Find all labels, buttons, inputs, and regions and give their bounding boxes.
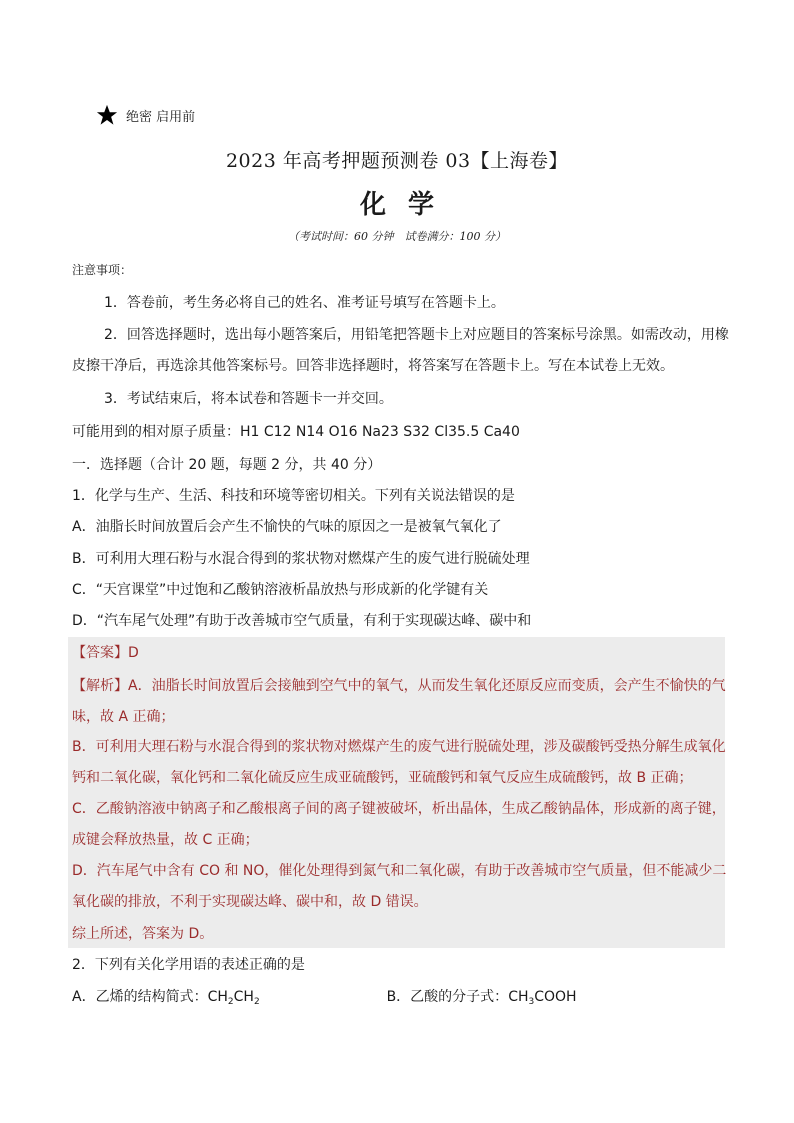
confidential-mark bbox=[96, 104, 195, 126]
question-1-stem: 1．化学与生产、生活、科技和环境等密切相关。下列有关说法错误的是 bbox=[72, 488, 515, 504]
section-title: 一．选择题（合计 20 题，每题 2 分，共 40 分） bbox=[72, 457, 382, 473]
formula-part: CH bbox=[233, 989, 254, 1005]
analysis-text: A．油脂长时间放置后会接触到空气中的氧气，从而发生氧化还原反应而变质，会产生不愉快的气 bbox=[128, 678, 726, 694]
question-2-option-a-label: A．乙烯的结构简式： bbox=[72, 989, 208, 1005]
note-item: 1．答卷前，考生务必将自己的姓名、准考证号填写在答题卡上。 bbox=[104, 295, 505, 311]
exam-meta: （考试时间：60 分钟 试卷满分：100 分） bbox=[288, 230, 506, 243]
formula-part: CH bbox=[508, 989, 529, 1005]
question-2-option-b-label: B．乙酸的分子式： bbox=[386, 989, 509, 1005]
formula-part: CH bbox=[207, 989, 228, 1005]
exam-title: 2023 年高考押题预测卷 03【上海卷】 bbox=[225, 150, 569, 172]
note-item: 皮擦干净后，再选涂其他答案标号。回答非选择题时，将答案写在答题卡上。写在本试卷上无效。 bbox=[72, 358, 674, 374]
subject-title: 化学 bbox=[359, 190, 456, 220]
formula-part: COOH bbox=[534, 989, 577, 1005]
analysis-line: 成键会释放热量，故 C 正确； bbox=[72, 832, 259, 848]
note-item: 3．考试结束后，将本试卷和答题卡一并交回。 bbox=[104, 391, 393, 407]
secret-label: 绝密 启用前 bbox=[126, 109, 196, 125]
analysis-summary: 综上所述，答案为 D。 bbox=[72, 926, 214, 942]
analysis-line bbox=[72, 676, 726, 696]
notes-heading: 注意事项： bbox=[72, 263, 133, 277]
question-1-option-b: B．可利用大理石粉与水混合得到的浆状物对燃煤产生的废气进行脱硫处理 bbox=[72, 551, 530, 567]
analysis-line: 钙和二氧化碳，氧化钙和二氧化硫反应生成亚硫酸钙，亚硫酸钙和氧气反应生成硫酸钙，故 B 正确； bbox=[72, 770, 693, 786]
question-1-option-d: D．“汽车尾气处理”有助于改善城市空气质量，有利于实现碳达峰、碳中和 bbox=[72, 613, 532, 629]
answer-label: 【答案】D bbox=[72, 645, 139, 661]
formula-subscript: 2 bbox=[253, 997, 260, 1007]
analysis-label: 【解析】 bbox=[72, 678, 128, 694]
analysis-line: C．乙酸钠溶液中钠离子和乙酸根离子间的离子键被破坏，析出晶体，生成乙酸钠晶体，形成新的离子键， bbox=[72, 801, 726, 817]
analysis-line: B．可利用大理石粉与水混合得到的浆状物对燃煤产生的废气进行脱硫处理，涉及碳酸钙受热分解生成氧化 bbox=[72, 739, 726, 755]
analysis-line: 味，故 A 正确； bbox=[72, 709, 175, 725]
question-2-options bbox=[72, 987, 726, 1012]
star-icon bbox=[96, 104, 118, 126]
analysis-line: 氧化碳的排放，不利于实现碳达峰、碳中和，故 D 错误。 bbox=[72, 894, 428, 910]
formula-subscript: 3 bbox=[528, 997, 535, 1007]
question-2-stem: 2．下列有关化学用语的表述正确的是 bbox=[72, 957, 305, 973]
analysis-line: D．汽车尾气中含有 CO 和 NO，催化处理得到氮气和二氧化碳，有助于改善城市空气质量，但不能减少二 bbox=[72, 863, 727, 879]
note-item: 2．回答选择题时，选出每小题答案后，用铅笔把答题卡上对应题目的答案标号涂黑。如需改动，用橡 bbox=[104, 327, 729, 343]
question-1-option-a: A．油脂长时间放置后会产生不愉快的气味的原因之一是被氧气氧化了 bbox=[72, 519, 502, 535]
question-1-option-c: C．“天宫课堂”中过饱和乙酸钠溶液析晶放热与形成新的化学键有关 bbox=[72, 582, 489, 598]
formula-subscript: 2 bbox=[227, 997, 234, 1007]
atomic-masses: 可能用到的相对原子质量：H1 C12 N14 O16 Na23 S32 Cl35.5 Ca40 bbox=[72, 424, 520, 440]
